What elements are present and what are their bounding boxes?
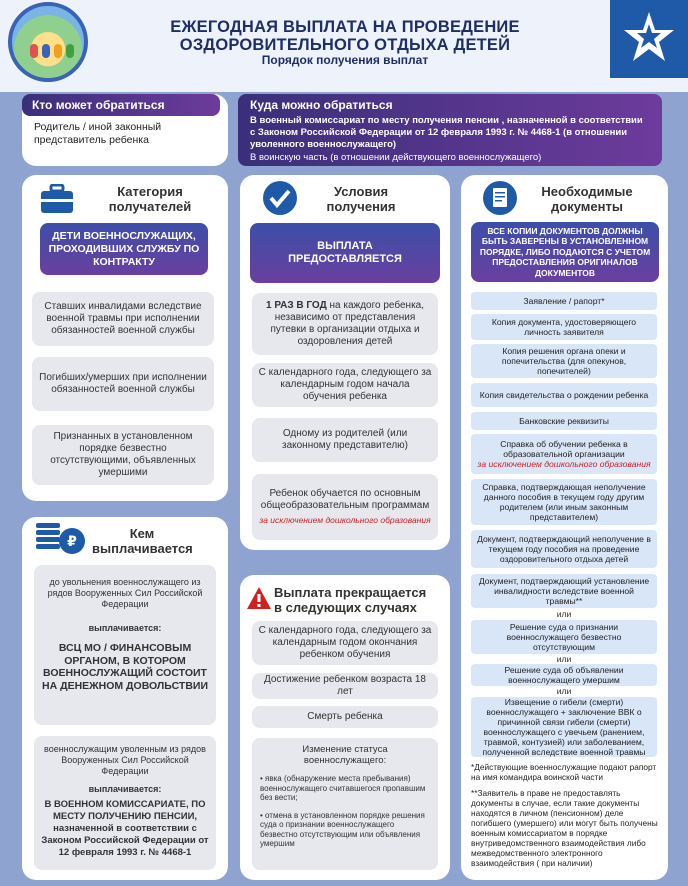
condition-item: С календарного года, следующего за календарным годом начала обучения ребенка (252, 363, 438, 407)
page-title: ЕЖЕГОДНАЯ ВЫПЛАТА НА ПРОВЕДЕНИЕ ОЗДОРОВИТЕЛЬНОГО ОТДЫХА ДЕТЕЙ (170, 18, 520, 54)
stop-title: Выплата прекращается в следующих случаях (274, 585, 427, 615)
or-label: или (556, 654, 572, 664)
conditions-box: ВЫПЛАТА ПРЕДОСТАВЛЯЕТСЯ (250, 223, 440, 283)
document-item: Заявление / рапорт* (471, 292, 657, 310)
payer-block: до увольнения военнослужащего из рядов Вооруженных Сил Российской Федерации выплачивается: ВСЦ МО / ФИНАНСОВЫМ ОРГАНОМ, В КОТОРОМ ВОЕННОСЛУЖАЩИЙ СОСТОИТ НА ДЕНЕЖНОМ ДОВОЛЬСТВИИ (34, 565, 216, 725)
document-item: Документ, подтверждающий установление инвалидности вследствие военной травмы** (471, 574, 657, 608)
children-emblem-icon (8, 2, 88, 82)
category-box: ДЕТИ ВОЕННОСЛУЖАЩИХ, ПРОХОДИВШИХ СЛУЖБУ ПО КОНТРАКТУ (40, 223, 208, 275)
payer-title: Кем выплачивается (92, 526, 193, 556)
payer-block: военнослужащим уволенным из рядов Вооруженных Сил Российской Федерации выплачивается: В ВОЕННОМ КОМИССАРИАТЕ, ПО МЕСТУ ПОЛУЧЕНИЮ ПЕНСИИ, назначенной в соответствии с Законом Российской Федерации от 12 февраля 1993 г. № 4468-1 (34, 736, 216, 870)
stop-item: Достижение ребенком возраста 18 лет (252, 673, 438, 699)
document-item: Копия документа, удостоверяющего личность заявителя (471, 314, 657, 340)
checkmark-icon (262, 180, 298, 221)
document-item: Справка об обучении ребенка в образовательной организации за исключением дошкольного образования (471, 434, 657, 474)
document-item: Копия решения органа опеки и попечительства (для опекунов, попечителей) (471, 344, 657, 378)
document-item: Банковские реквизиты (471, 412, 657, 430)
page-subtitle: Порядок получения выплат (261, 53, 429, 67)
document-item: Решение суда о признании военнослужащего безвестно отсутствующим (471, 620, 657, 654)
document-item: Извещение о гибели (смерти) военнослужащего + заключение ВВК о причинной связи гибели (смерти) военнослужащего с увечьем (ранением, травмой, контузией) или заболеванием, полученной вследствие военной травмы (471, 697, 657, 757)
stop-item: С календарного года, следующего за календарным годом окончания ребенком обучения (252, 621, 438, 665)
category-item: Признанных в установленном порядке безвестно отсутствующими, объявленных умершими (32, 425, 214, 485)
warning-icon (246, 586, 272, 615)
category-item: Ставших инвалидами вследствие военной травмы при исполнении обязанностей военной службы (32, 292, 214, 346)
star-logo-icon (610, 0, 688, 78)
status-change-block: Изменение статуса военнослужащего: • явка (обнаружение места пребывания) военнослужащего считавшегося пропавшим без вести; • отмена в установленном порядке решения суда о признании военнослужащего безвестно отсутствующим или объявления умершим (252, 738, 438, 870)
where-heading: Куда можно обратиться В военный комиссариат по месту получения пенсии , назначенной в соответствии с Законом Российской Федерации от 12 февраля 1993 г. № 4468-1 (в отношении уволенного военнослужащего) В воинскую часть (в отношении действующего военнослужащего) (238, 94, 662, 166)
document-item: Решение суда об объявлении военнослужащего умершим (471, 664, 657, 686)
documents-box: ВСЕ КОПИИ ДОКУМЕНТОВ ДОЛЖНЫ БЫТЬ ЗАВЕРЕНЫ В УСТАНОВЛЕННОМ ПОРЯДКЕ, ЛИБО ПОДАЮТСЯ С УЧЕТОМ ПРЕДОСТАВЛЕНИЯ ОРИГИНАЛОВ ДОКУМЕНТОВ (471, 222, 659, 282)
briefcase-icon (40, 184, 74, 219)
category-item: Погибших/умерших при исполнении обязанностей военной службы (32, 357, 214, 411)
condition-item: 1 РАЗ В ГОД на каждого ребенка, независимо от представления путевки в организации отдыха и оздоровления детей (252, 293, 438, 355)
svg-text:₽: ₽ (67, 534, 77, 550)
or-label: или (556, 686, 572, 696)
document-item: Копия свидетельства о рождении ребенка (471, 383, 657, 407)
who-text: Родитель / иной законный представитель ребенка (34, 121, 162, 146)
stop-item: Смерть ребенка (252, 706, 438, 728)
conditions-title: Условия получения (326, 184, 396, 214)
documents-title: Необходимые документы (541, 184, 633, 214)
or-label: или (556, 609, 572, 619)
document-icon (482, 180, 518, 221)
condition-item: Одному из родителей (или законному представителю) (252, 418, 438, 462)
category-title: Категория получателей (108, 184, 192, 214)
condition-item: Ребенок обучается по основным общеобразовательным программам за исключением дошкольного образования (252, 474, 438, 540)
money-icon (34, 522, 86, 561)
document-item: Документ, подтверждающий неполучение в текущем году пособия на проведение оздоровительного отдыха детей (471, 530, 657, 568)
footnote: *Действующие военнослужащие подают рапорт на имя командира воинской части (471, 762, 657, 782)
footnote: **Заявитель в праве не предоставлять документы в случае, если такие документы находятся в личном (пенсионном) деле погибшего (умершего) или могут быть получены военным комиссариатом в порядке внутриведомственного взаимодействия либо межведомственного электронного взаимодействия ( при наличии) (471, 788, 658, 868)
who-heading: Кто может обратиться (22, 94, 220, 116)
document-item: Справка, подтверждающая неполучение данного пособия в текущем году другим родителем (или иным законным представителем) (471, 479, 657, 525)
